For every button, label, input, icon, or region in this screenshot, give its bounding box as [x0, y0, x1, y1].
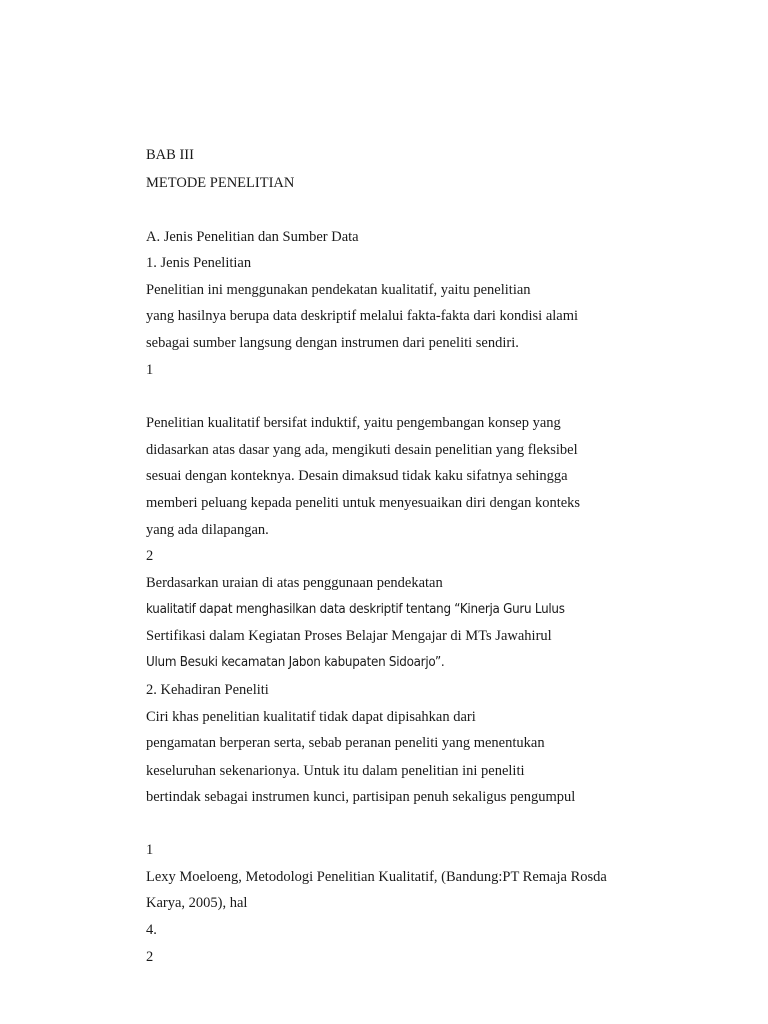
paragraph-3-line-2: kualitatif dapat menghasilkan data deskriptif tentang “Kinerja Guru Lulus — [146, 602, 565, 617]
paragraph-3-line-4: Ulum Besuki kecamatan Jabon kabupaten Sidoarjo”. — [146, 655, 445, 670]
paragraph-2-line-1: Penelitian kualitatif bersifat induktif, yaitu pengembangan konsep yang — [146, 415, 561, 431]
paragraph-3-line-3: Sertifikasi dalam Kegiatan Proses Belajar Mengajar di MTs Jawahirul — [146, 628, 552, 644]
footnote-2-mark: 2 — [146, 949, 154, 965]
paragraph-1-line-3: sebagai sumber langsung dengan instrumen dari peneliti sendiri. — [146, 335, 519, 351]
subsection-heading-2: 2. Kehadiran Peneliti — [146, 682, 269, 698]
paragraph-2-line-3: sesuai dengan konteknya. Desain dimaksud tidak kaku sifatnya sehingga — [146, 468, 568, 484]
paragraph-1-line-1: Penelitian ini menggunakan pendekatan kualitatif, yaitu penelitian — [146, 282, 531, 298]
section-heading-a: A. Jenis Penelitian dan Sumber Data — [146, 229, 359, 245]
footnote-1-line-2: Karya, 2005), hal — [146, 895, 248, 911]
paragraph-2-line-4: memberi peluang kepada peneliti untuk menyesuaikan diri dengan konteks — [146, 495, 581, 511]
paragraph-4-line-4: bertindak sebagai instrumen kunci, partisipan penuh sekaligus pengumpul — [146, 789, 576, 805]
chapter-title: METODE PENELITIAN — [146, 175, 295, 191]
paragraph-1-line-2: yang hasilnya berupa data deskriptif melalui fakta-fakta dari kondisi alami — [146, 308, 579, 324]
paragraph-2-line-2: didasarkan atas dasar yang ada, mengikuti desain penelitian yang fleksibel — [146, 442, 578, 458]
footnote-1-line-1: Lexy Moeloeng, Metodologi Penelitian Kualitatif, (Bandung:PT Remaja Rosda — [146, 869, 607, 885]
subsection-heading-1: 1. Jenis Penelitian — [146, 255, 252, 271]
paragraph-4-line-1: Ciri khas penelitian kualitatif tidak dapat dipisahkan dari — [146, 709, 476, 725]
paragraph-2-line-5: yang ada dilapangan. — [146, 522, 269, 538]
paragraph-4-line-2: pengamatan berperan serta, sebab peranan peneliti yang menentukan — [146, 735, 545, 751]
paragraph-4-line-3: keseluruhan sekenarionya. Untuk itu dalam penelitian ini peneliti — [146, 763, 525, 779]
footnote-1-line-3: 4. — [146, 922, 157, 938]
footnote-1-mark: 1 — [146, 842, 154, 858]
reference-mark-1: 1 — [146, 362, 154, 378]
reference-mark-2: 2 — [146, 548, 154, 564]
paragraph-3-line-1: Berdasarkan uraian di atas penggunaan pendekatan — [146, 575, 443, 591]
chapter-number: BAB III — [146, 147, 194, 163]
